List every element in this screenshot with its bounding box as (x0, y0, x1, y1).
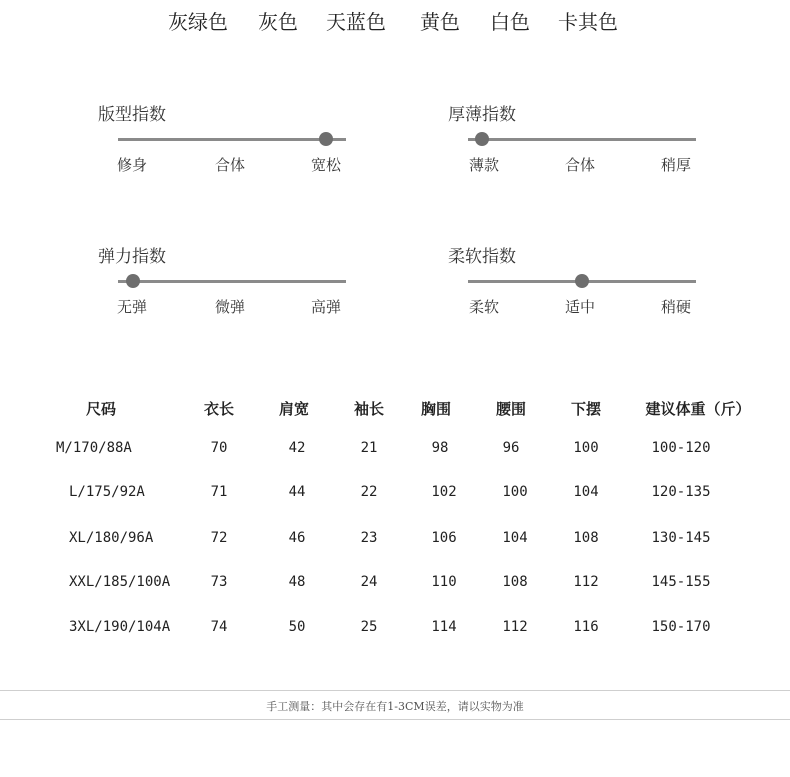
fit-index (98, 100, 358, 180)
cell-size: 3XL/190/104A (69, 619, 171, 635)
cell-hem: 116 (573, 619, 599, 635)
cell-shoulder: 44 (288, 484, 306, 500)
fit-index-label-loose: 宽松 (310, 156, 342, 174)
cell-shoulder: 42 (288, 440, 306, 456)
cell-size: L/175/92A (69, 484, 145, 500)
thickness-index-label-thin: 薄款 (468, 156, 500, 174)
cell-weight: 150-170 (651, 619, 711, 635)
cell-weight: 130-145 (651, 530, 711, 546)
cell-weight: 100-120 (651, 440, 711, 456)
table-row (0, 440, 790, 464)
cell-waist: 100 (502, 484, 528, 500)
header-weight: 建议体重（斤） (645, 400, 751, 418)
cell-length: 70 (210, 440, 228, 456)
thickness-index-label-regular: 合体 (564, 156, 596, 174)
cell-sleeve: 24 (360, 574, 378, 590)
cell-length: 72 (210, 530, 228, 546)
elasticity-index-label-high: 高弹 (310, 298, 342, 316)
measurement-note: 手工测量：其中会存在有1-3CM误差，请以实物为准 (266, 700, 524, 713)
cell-length: 71 (210, 484, 228, 500)
fit-index-marker (319, 132, 333, 146)
color-option-gray-green: 灰绿色 (168, 10, 228, 34)
cell-hem: 108 (573, 530, 599, 546)
cell-length: 73 (210, 574, 228, 590)
elasticity-index-marker (126, 274, 140, 288)
color-option-gray: 灰色 (258, 10, 298, 34)
softness-index-title: 柔软指数 (448, 247, 516, 267)
cell-hem: 112 (573, 574, 599, 590)
table-row (0, 619, 790, 643)
cell-weight: 120-135 (651, 484, 711, 500)
thickness-index (448, 100, 708, 180)
fit-index-label-regular: 合体 (214, 156, 246, 174)
elasticity-index-title: 弹力指数 (98, 247, 166, 267)
elasticity-index (98, 242, 358, 322)
header-waist: 腰围 (495, 400, 527, 418)
fit-index-label-slim: 修身 (116, 156, 148, 174)
cell-hem: 104 (573, 484, 599, 500)
thickness-index-marker (475, 132, 489, 146)
fit-index-title: 版型指数 (98, 105, 166, 125)
cell-chest: 98 (431, 440, 449, 456)
color-option-sky-blue: 天蓝色 (326, 10, 386, 34)
elasticity-index-track (118, 280, 346, 283)
cell-weight: 145-155 (651, 574, 711, 590)
cell-size: XXL/185/100A (69, 574, 171, 590)
thickness-index-track (468, 138, 696, 141)
cell-shoulder: 50 (288, 619, 306, 635)
elasticity-index-label-none: 无弹 (116, 298, 148, 316)
softness-index-label-soft: 柔软 (468, 298, 500, 316)
cell-sleeve: 22 (360, 484, 378, 500)
header-sleeve: 袖长 (353, 400, 385, 418)
table-row (0, 484, 790, 508)
header-length: 衣长 (203, 400, 235, 418)
header-chest: 胸围 (420, 400, 452, 418)
cell-shoulder: 48 (288, 574, 306, 590)
thickness-index-title: 厚薄指数 (448, 105, 516, 125)
table-row (0, 530, 790, 554)
softness-index-label-medium: 适中 (564, 298, 596, 316)
cell-size: M/170/88A (56, 440, 132, 456)
cell-chest: 106 (431, 530, 457, 546)
elasticity-index-label-slight: 微弹 (214, 298, 246, 316)
cell-chest: 114 (431, 619, 457, 635)
softness-index (448, 242, 708, 322)
cell-waist: 112 (502, 619, 528, 635)
cell-hem: 100 (573, 440, 599, 456)
softness-index-label-stiff: 稍硬 (660, 298, 692, 316)
cell-sleeve: 23 (360, 530, 378, 546)
cell-size: XL/180/96A (69, 530, 154, 546)
header-hem: 下摆 (570, 400, 602, 418)
cell-shoulder: 46 (288, 530, 306, 546)
cell-sleeve: 21 (360, 440, 378, 456)
fit-index-track (118, 138, 346, 141)
measurement-note-bar (0, 690, 790, 720)
header-size: 尺码 (86, 400, 117, 418)
cell-chest: 110 (431, 574, 457, 590)
cell-waist: 96 (502, 440, 520, 456)
color-option-yellow: 黄色 (420, 10, 460, 34)
cell-waist: 104 (502, 530, 528, 546)
color-option-white: 白色 (490, 10, 530, 34)
color-option-khaki: 卡其色 (558, 10, 618, 34)
table-row (0, 574, 790, 598)
cell-sleeve: 25 (360, 619, 378, 635)
color-options (0, 2, 790, 36)
softness-index-marker (575, 274, 589, 288)
header-shoulder: 肩宽 (278, 400, 310, 418)
thickness-index-label-thick: 稍厚 (660, 156, 692, 174)
cell-length: 74 (210, 619, 228, 635)
cell-chest: 102 (431, 484, 457, 500)
cell-waist: 108 (502, 574, 528, 590)
